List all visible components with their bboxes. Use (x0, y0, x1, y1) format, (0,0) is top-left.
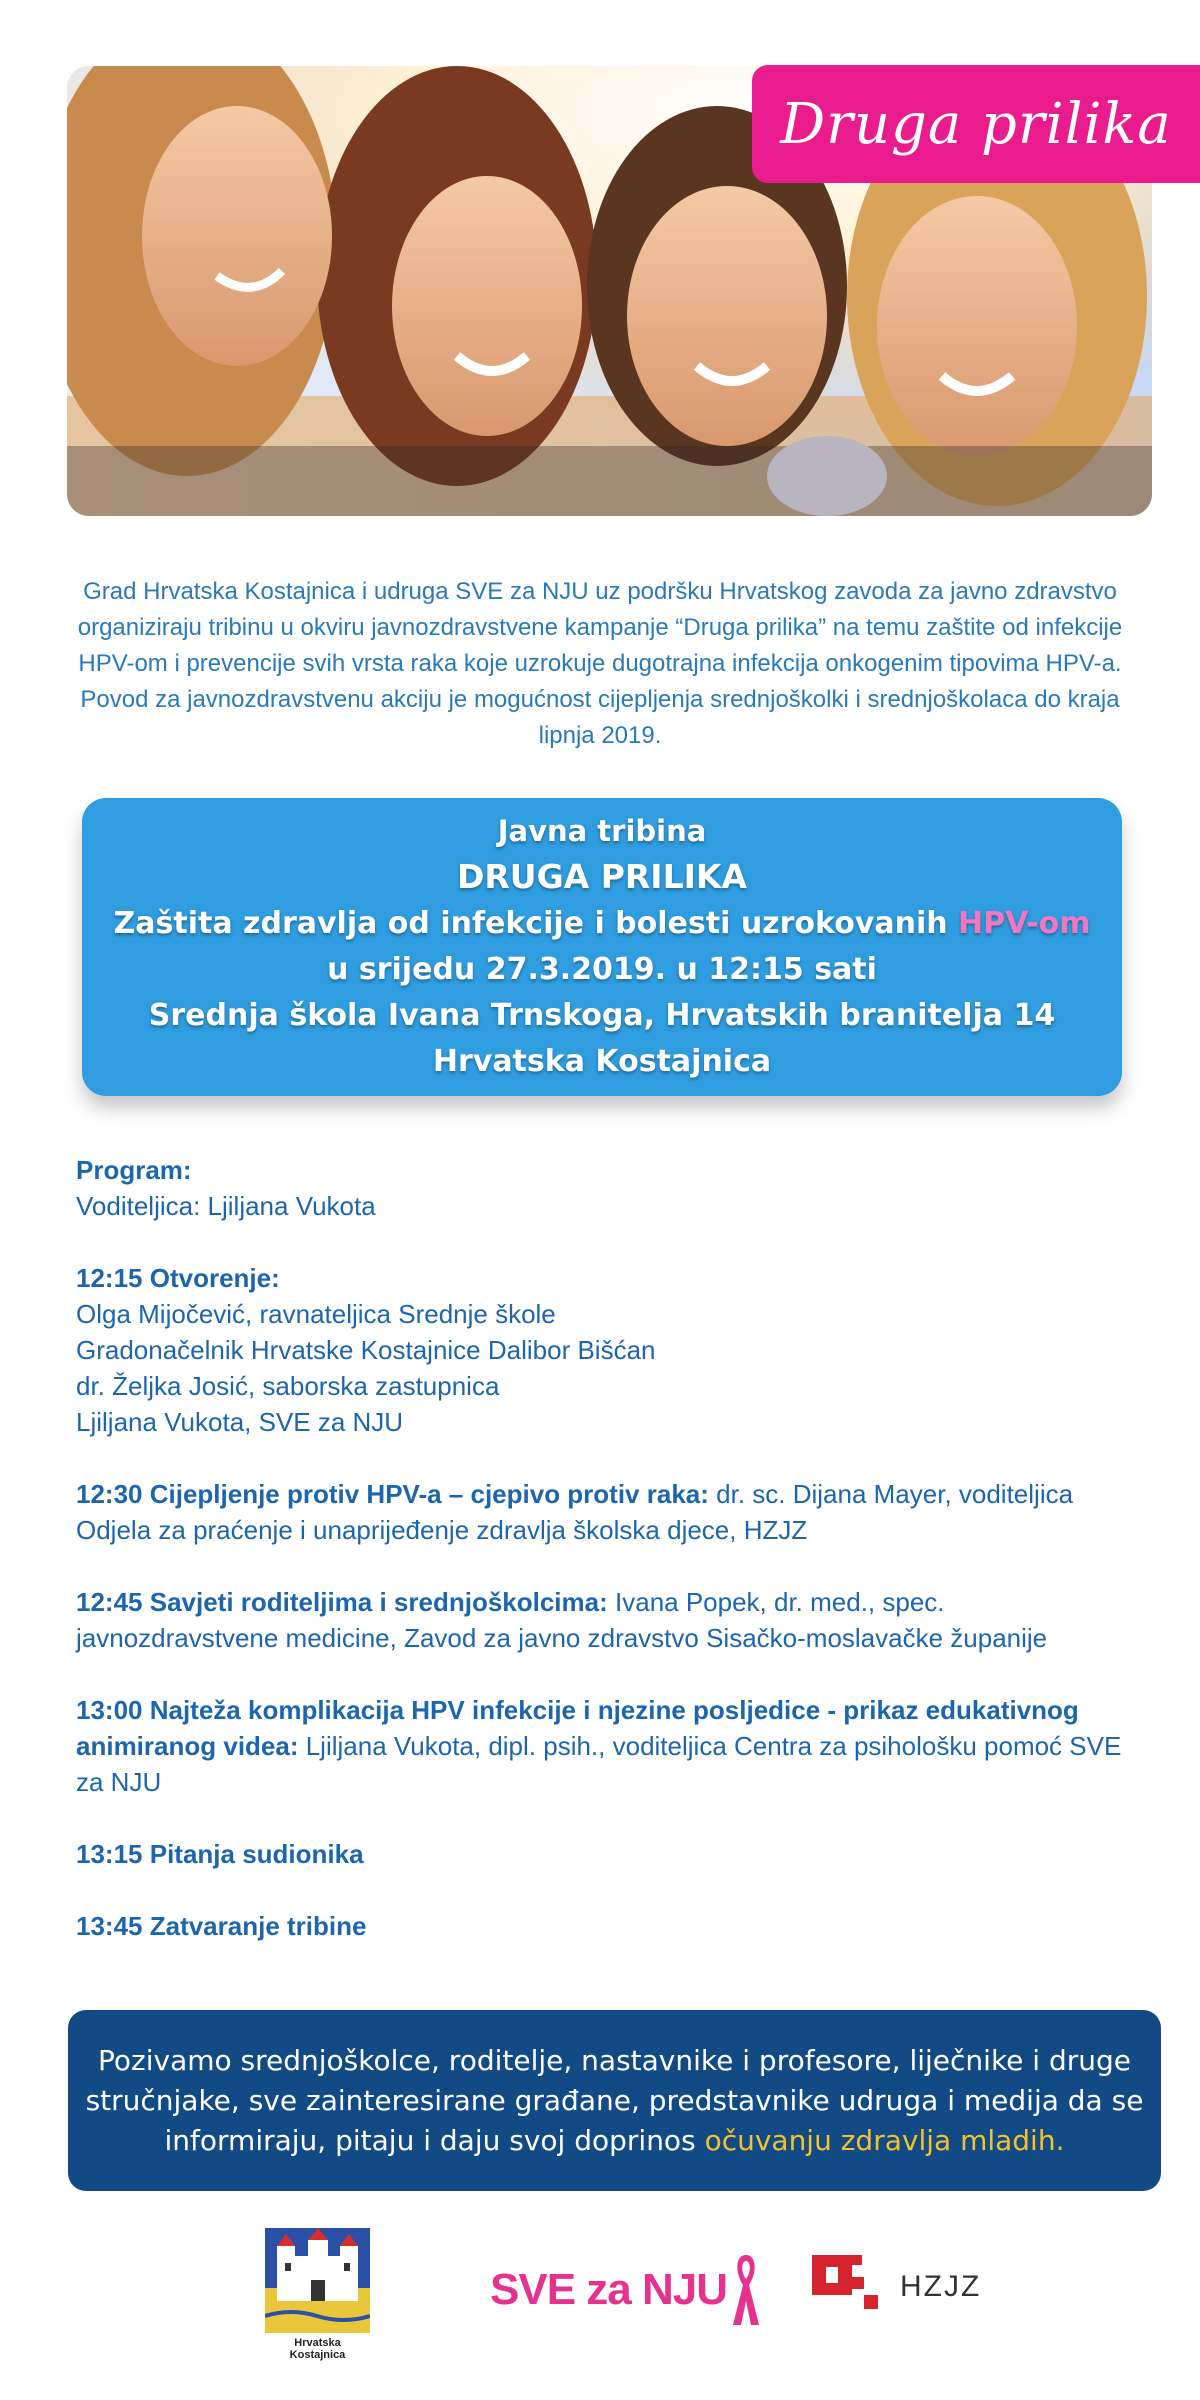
program-item-title: 13:00 Najteža komplikacija HPV infekcije i njezine posljedice - prikaz edukativnog animiranog videa: (76, 1695, 1079, 1761)
event-title: DRUGA PRILIKA (456, 857, 747, 896)
program-item-text: Ljiljana Vukota, dipl. psih., voditeljica Centra za psihološku pomoć SVE za NJU (76, 1731, 1122, 1797)
event-venue: Srednja škola Ivana Trnskoga, Hrvatskih branitelja 14 (148, 998, 1056, 1033)
event-type: Javna tribina (497, 814, 707, 848)
opening-speaker: Gradonačelnik Hrvatske Kostajnice Dalibor Bišćan (76, 1335, 656, 1365)
program-item (76, 1584, 1136, 1656)
event-topic: Zaštita zdravlja od infekcije i bolesti uzrokovanih HPV-om (113, 906, 1091, 941)
program-item-title: 12:15 Otvorenje: (76, 1263, 280, 1293)
event-city: Hrvatska Kostajnica (432, 1044, 772, 1079)
sve-za-nju-text: SVE za NJU (490, 2265, 727, 2314)
program-item-title: 12:45 Savjeti roditeljima i srednjoškolcima: (76, 1587, 608, 1617)
pink-ribbon-icon (729, 2251, 763, 2329)
program-item (76, 1908, 1136, 1944)
event-topic-highlight: HPV-om (958, 906, 1091, 941)
opening-speaker: Ljiljana Vukota, SVE za NJU (76, 1407, 404, 1437)
hzjz-mark-icon (812, 2255, 890, 2319)
program-item (76, 1476, 1136, 1548)
invitation-box (68, 2010, 1161, 2191)
event-info-box (82, 798, 1122, 1096)
program-item-title: 13:15 Pitanja sudionika (76, 1839, 364, 1869)
program-heading: Program: (76, 1155, 192, 1185)
hzjz-text: HZJZ (900, 2270, 982, 2303)
campaign-title-badge: Druga prilika (752, 65, 1200, 183)
invitation-highlight: očuvanju zdravlja mladih. (704, 2123, 1065, 2157)
hrvatska-kostajnica-logo (265, 2228, 370, 2361)
coat-of-arms-icon (265, 2228, 370, 2333)
program-item (76, 1836, 1136, 1872)
program-item-text: dr. sc. Dijana Mayer, voditeljica Odjela za praćenje i unaprijeđenje zdravlja školska djece, HZJZ (76, 1479, 1074, 1545)
program-item-text: Ivana Popek, dr. med., spec. javnozdravstvene medicine, Zavod za javno zdravstvo Sisačko-moslavačke županije (76, 1587, 1048, 1653)
program-item-title: 12:30 Cijepljenje protiv HPV-a – cjepivo protiv raka: (76, 1479, 709, 1509)
kostajnica-caption: Hrvatska Kostajnica (289, 2337, 346, 2361)
program-item-title: 13:45 Zatvaranje tribine (76, 1911, 367, 1941)
invitation-text: Pozivamo srednjoškolce, roditelje, nastavnike i profesore, liječnike i druge stručnjake, sve zainteresirane građane, predstavnike udruga i medija da se informiraju, pitaju i daju svoj doprinos očuvanju zdravlja mladih. (85, 2043, 1144, 2157)
opening-speaker: Olga Mijočević, ravnateljica Srednje škole (76, 1299, 556, 1329)
opening-speaker: dr. Željka Josić, saborska zastupnica (76, 1371, 500, 1401)
partner-logos (0, 2220, 1200, 2370)
program-section (76, 1152, 1136, 1980)
program-item-opening (76, 1260, 1136, 1440)
sve-za-nju-logo (490, 2250, 763, 2330)
intro-paragraph: Grad Hrvatska Kostajnica i udruga SVE za NJU uz podršku Hrvatskog zavoda za javno zdravstvo organiziraju tribinu u okviru javnozdravstvene kampanje “Druga prilika” na temu zaštite od infekcije HPV-om i prevencije svih vrsta raka koje uzrokuje dugotrajna infekcija onkogenim tipovima HPV-a. Povod za javnozdravstvenu akciju je mogućnost cijepljenja srednjoškolki i srednjoškolaca do kraja lipnja 2019. (77, 578, 1123, 749)
hzjz-logo (812, 2255, 981, 2319)
program-moderator: Voditeljica: Ljiljana Vukota (76, 1191, 376, 1221)
event-datetime: u srijedu 27.3.2019. u 12:15 sati (327, 952, 877, 987)
program-item (76, 1692, 1136, 1800)
